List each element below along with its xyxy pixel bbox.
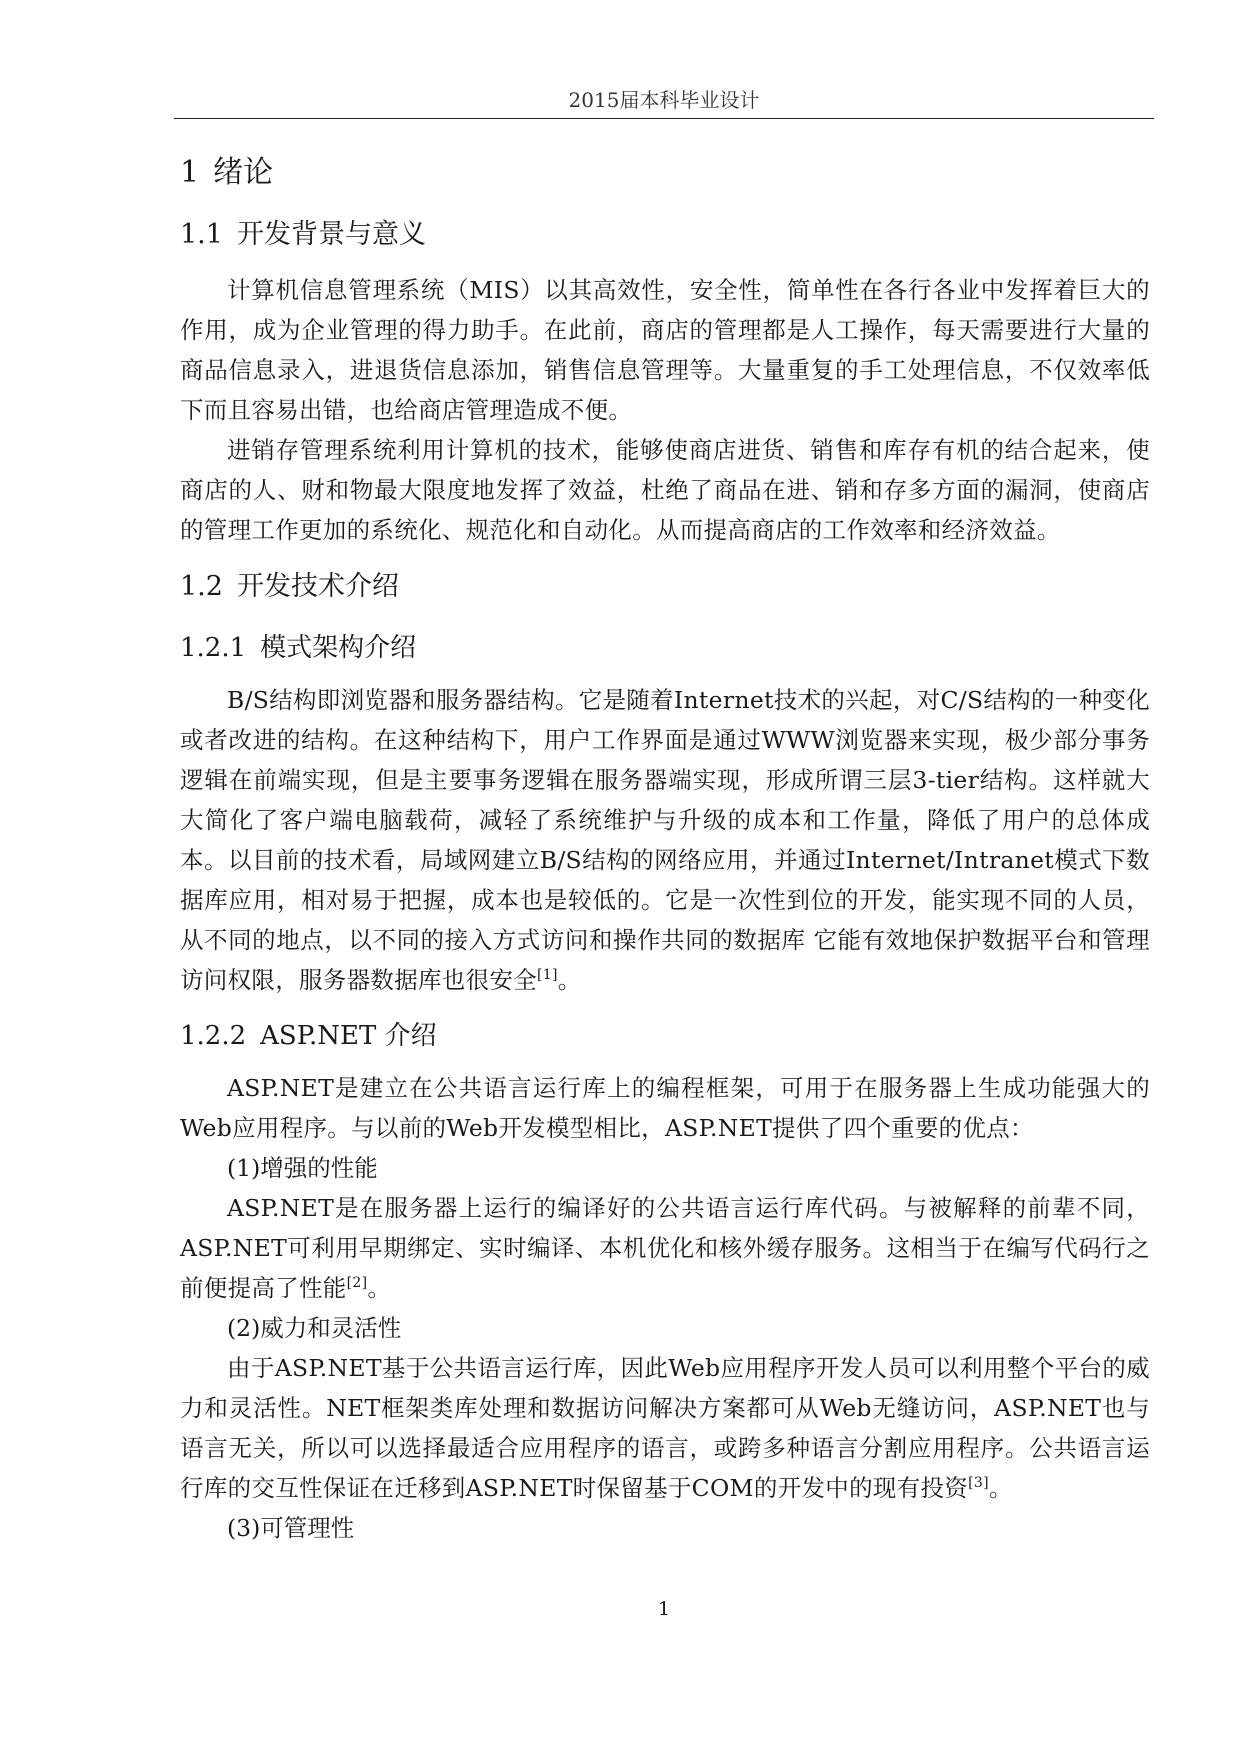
section-number: 1.1 <box>180 219 223 250</box>
section-number: 1.2 <box>180 571 223 602</box>
paragraph-text: 由于ASP.NET基于公共语言运行库，因此Web应用程序开发人员可以利用整个平台的威力和灵活性。NET框架类库处理和数据访问解决方案都可从Web无缝访问，ASP.NET也与语言无关，所以可以选择最适合应用程序的语言，或跨多种语言分割应用程序。公共语言运行库的交互性保证在迁移到ASP.NET时保留基于COM的开发中的现有投资 <box>180 1354 1150 1502</box>
header-divider <box>174 118 1154 119</box>
subsection-number: 1.2.1 <box>180 633 247 663</box>
subsection-heading-1-2-2 <box>180 1012 1150 1060</box>
paragraph <box>180 1348 1150 1508</box>
list-item-title: (1)增强的性能 <box>227 1154 378 1182</box>
citation: [1] <box>537 967 558 983</box>
list-item-title: (3)可管理性 <box>227 1514 355 1542</box>
citation: [2] <box>346 1275 368 1291</box>
page-header: 2015届本科毕业设计 <box>568 88 760 112</box>
subsection-title: 模式架构介绍 <box>260 633 417 663</box>
section-title: 开发技术介绍 <box>236 571 399 602</box>
paragraph: 进销存管理系统利用计算机的技术，能够使商店进货、销售和库存有机的结合起来，使商店的人、财和物最大限度地发挥了效益，杜绝了商品在进、销和存多方面的漏洞，使商店的管理工作更加的系统化、规范化和自动化。从而提高商店的工作效率和经济效益。 <box>180 436 1150 544</box>
chapter-heading <box>180 148 1150 198</box>
chapter-title: 绪论 <box>213 155 274 190</box>
paragraph: ASP.NET是建立在公共语言运行库上的编程框架，可用于在服务器上生成功能强大的Web应用程序。与以前的Web开发模型相比，ASP.NET提供了四个重要的优点： <box>180 1074 1150 1142</box>
subsection-title: ASP.NET 介绍 <box>260 1021 437 1051</box>
paragraph-tail: 。 <box>557 966 582 994</box>
paragraph-text: B/S结构即浏览器和服务器结构。它是随着Internet技术的兴起，对C/S结构的一种变化或者改进的结构。在这种结构下，用户工作界面是通过WWW浏览器来实现，极少部分事务逻辑在前端实现，但是主要事务逻辑在服务器端实现，形成所谓三层3-tier结构。这样就大大简化了客户端电脑载荷，减轻了系统维护与升级的成本和工作量，降低了用户的总体成本。以目前的技术看，局域网建立B/S结构的网络应用，并通过Internet/Intranet模式下数据库应用，相对易于把握，成本也是较低的。它是一次性到位的开发，能实现不同的人员，从不同的地点，以不同的接入方式访问和操作共同的数据库 它能有效地保护数据平台和管理访问权限，服务器数据库也很安全 <box>180 686 1150 994</box>
paragraph <box>180 1188 1150 1308</box>
list-item-title: (2)威力和灵活性 <box>227 1314 402 1342</box>
paragraph-tail: 。 <box>988 1474 1013 1502</box>
section-heading-1-2 <box>180 562 1150 612</box>
paragraph: 计算机信息管理系统（MIS）以其高效性，安全性，简单性在各行各业中发挥着巨大的作用，成为企业管理的得力助手。在此前，商店的管理都是人工操作，每天需要进行大量的商品信息录入，进退货信息添加，销售信息管理等。大量重复的手工处理信息，不仅效率低下而且容易出错，也给商店管理造成不便。 <box>180 276 1150 424</box>
chapter-number: 1 <box>180 155 200 190</box>
subsection-number: 1.2.2 <box>180 1021 247 1051</box>
section-heading-1-1 <box>180 210 1150 260</box>
citation: [3] <box>968 1475 989 1491</box>
paragraph-tail: 。 <box>367 1274 392 1302</box>
paragraph <box>180 680 1150 1000</box>
paragraph-text: ASP.NET是在服务器上运行的编译好的公共语言运行库代码。与被解释的前辈不同，ASP.NET可利用早期绑定、实时编译、本机优化和核外缓存服务。这相当于在编写代码行之前便提高了性能 <box>180 1194 1150 1302</box>
section-title: 开发背景与意义 <box>236 219 426 250</box>
page-number: 1 <box>657 1598 671 1620</box>
subsection-heading-1-2-1 <box>180 624 1150 672</box>
document-body <box>180 148 1150 1548</box>
